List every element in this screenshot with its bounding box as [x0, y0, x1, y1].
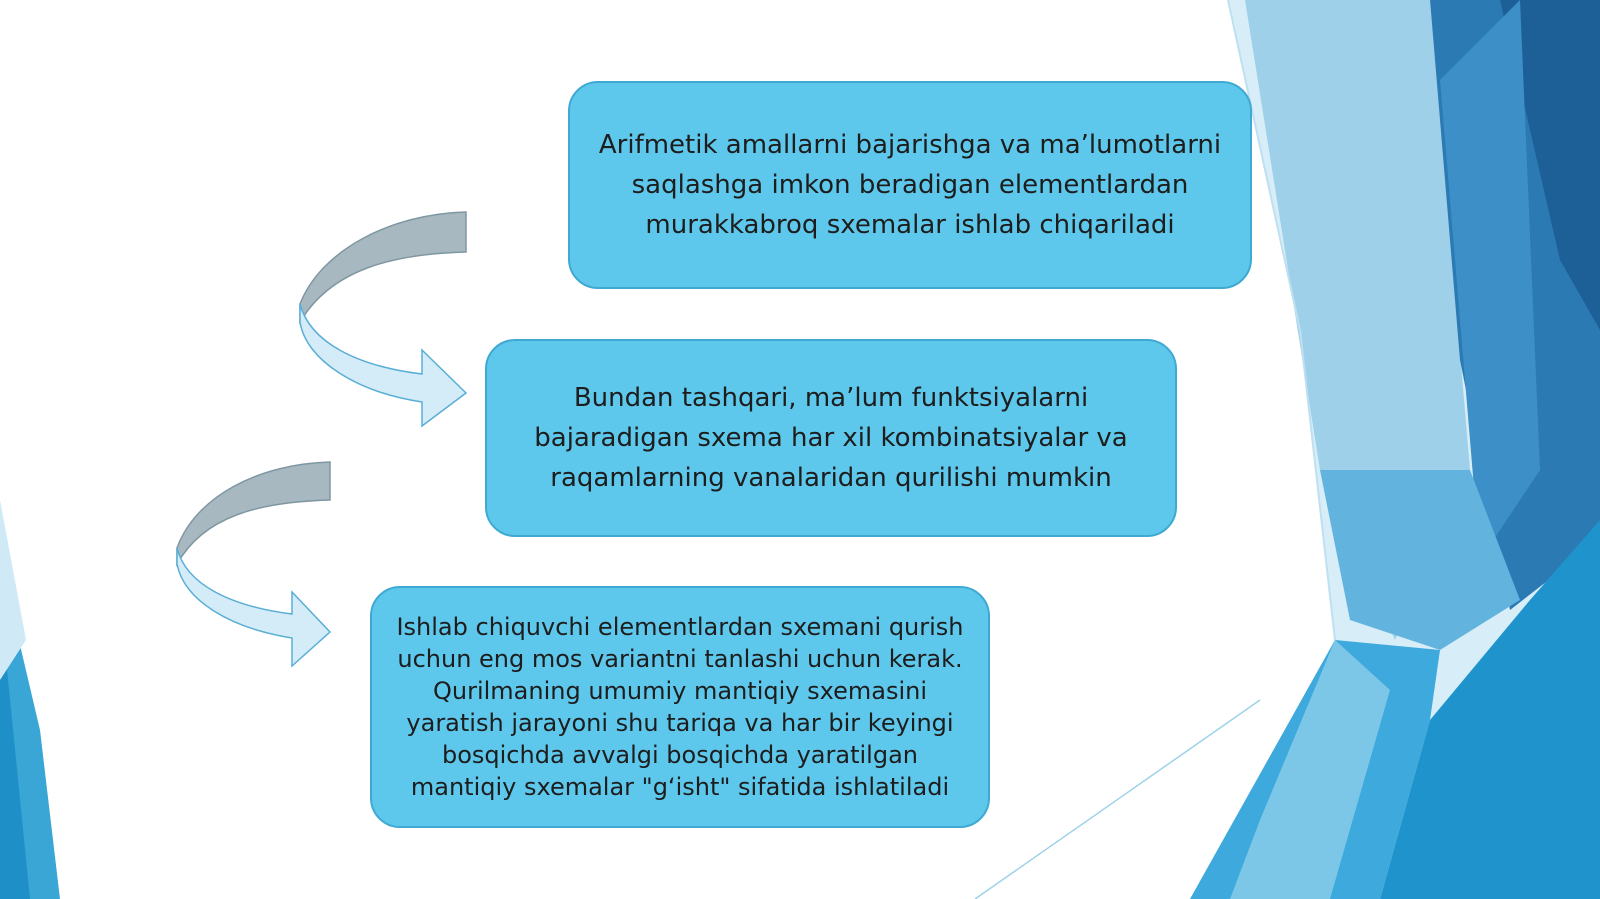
- step-box-1: [568, 81, 1252, 289]
- step-box-2: [485, 339, 1177, 537]
- step-box-3: [370, 586, 990, 828]
- curved-arrow-icon: [174, 460, 334, 672]
- step-text-3: Ishlab chiquvchi elementlardan sxemani qurish uchun eng mos variantni tanlashi uchun kerak. Qurilmaning umumiy mantiqiy sxemasini yaratish jarayoni shu tariqa va har bir keyingi bosqichda avvalgi bosqichda yaratilgan mantiqiy sxemalar "g‘isht" sifatida ishlatiladi: [396, 613, 964, 801]
- step-text-2: Bundan tashqari, ma’lum funktsiyalarni bajaradigan sxema har xil kombinatsiyalar va raqamlarning vanalaridan qurilishi mumkin: [534, 383, 1128, 493]
- step-text-1: Arifmetik amallarni bajarishga va ma’lumotlarni saqlashga imkon beradigan elementlardan murakkabroq sxemalar ishlab chiqariladi: [598, 130, 1222, 240]
- left-facet-light: [0, 500, 26, 680]
- curved-arrow-icon: [296, 210, 471, 438]
